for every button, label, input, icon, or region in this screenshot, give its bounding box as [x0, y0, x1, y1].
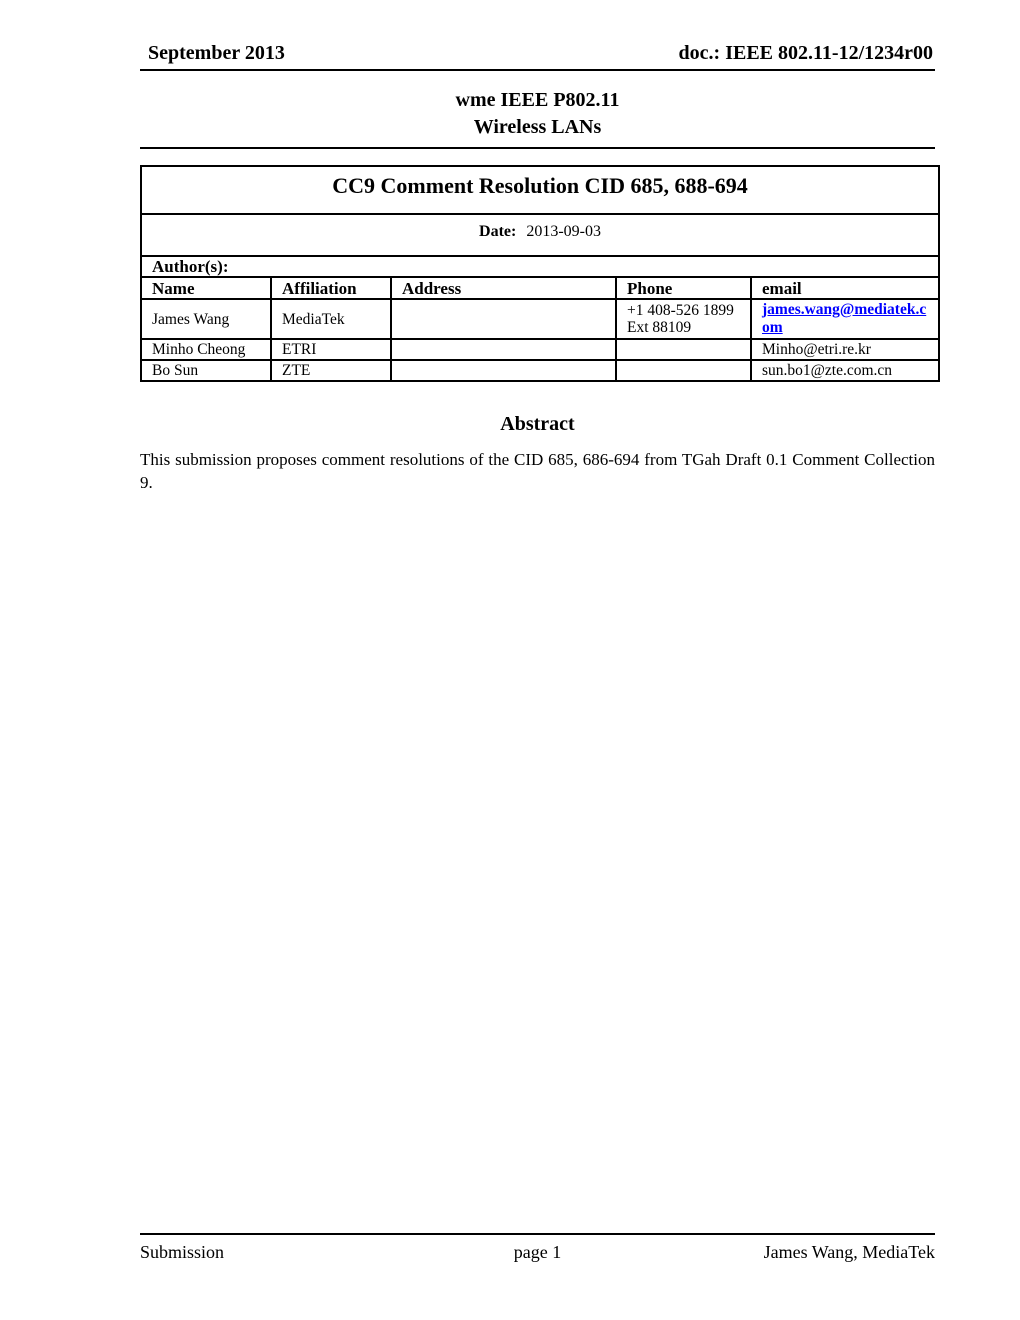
author-phone	[616, 299, 751, 339]
page-content	[140, 0, 935, 494]
footer-submission: Submission	[140, 1242, 225, 1262]
doc-title-line1: wme IEEE P802.11	[455, 89, 620, 111]
author-email	[751, 299, 939, 339]
abstract-heading: Abstract	[500, 413, 575, 435]
authors-label-row	[141, 256, 939, 277]
date-cell	[141, 214, 939, 256]
table-row	[141, 360, 939, 381]
table-row	[141, 339, 939, 360]
header-doc-number: doc.: IEEE 802.11-12/1234r00	[678, 42, 933, 64]
author-phone	[616, 339, 751, 360]
page-header	[140, 0, 935, 71]
table-date-row	[141, 214, 939, 256]
doc-title-block	[140, 71, 935, 149]
cover-table	[140, 165, 940, 382]
author-email: sun.bo1@zte.com.cn	[751, 360, 939, 381]
column-header-phone: Phone	[616, 277, 751, 299]
page-footer	[140, 1233, 935, 1263]
table-row	[141, 299, 939, 339]
column-header-affiliation: Affiliation	[271, 277, 391, 299]
footer-author: James Wang, MediaTek	[763, 1242, 935, 1262]
author-address	[391, 299, 616, 339]
doc-title-line2: Wireless LANs	[473, 116, 602, 138]
table-header-row	[141, 277, 939, 299]
author-name: James Wang	[141, 299, 271, 339]
phone-line2: Ext 88109	[627, 319, 692, 336]
author-name: Minho Cheong	[141, 339, 271, 360]
author-address	[391, 339, 616, 360]
column-header-email: email	[751, 277, 939, 299]
author-affiliation: ETRI	[271, 339, 391, 360]
header-date: September 2013	[148, 42, 285, 64]
author-affiliation: ZTE	[271, 360, 391, 381]
footer-page-number: page 1	[513, 1242, 562, 1262]
table-title-row	[141, 166, 939, 214]
author-phone	[616, 360, 751, 381]
phone-line1: +1 408-526 1899	[627, 302, 734, 319]
column-header-name: Name	[141, 277, 271, 299]
author-affiliation: MediaTek	[271, 299, 391, 339]
author-address	[391, 360, 616, 381]
date-value: 2013-09-03	[526, 223, 601, 240]
authors-label: Author(s):	[141, 256, 939, 277]
abstract-body: This submission proposes comment resolutions of the CID 685, 686-694 from TGah Draft 0.1 Comment Collection 9.	[140, 450, 935, 492]
document-title: CC9 Comment Resolution CID 685, 688-694	[141, 166, 939, 214]
email-link[interactable]: james.wang@mediatek.com	[762, 301, 927, 336]
date-label: Date:	[479, 223, 517, 240]
author-email: Minho@etri.re.kr	[751, 339, 939, 360]
author-name: Bo Sun	[141, 360, 271, 381]
column-header-address: Address	[391, 277, 616, 299]
